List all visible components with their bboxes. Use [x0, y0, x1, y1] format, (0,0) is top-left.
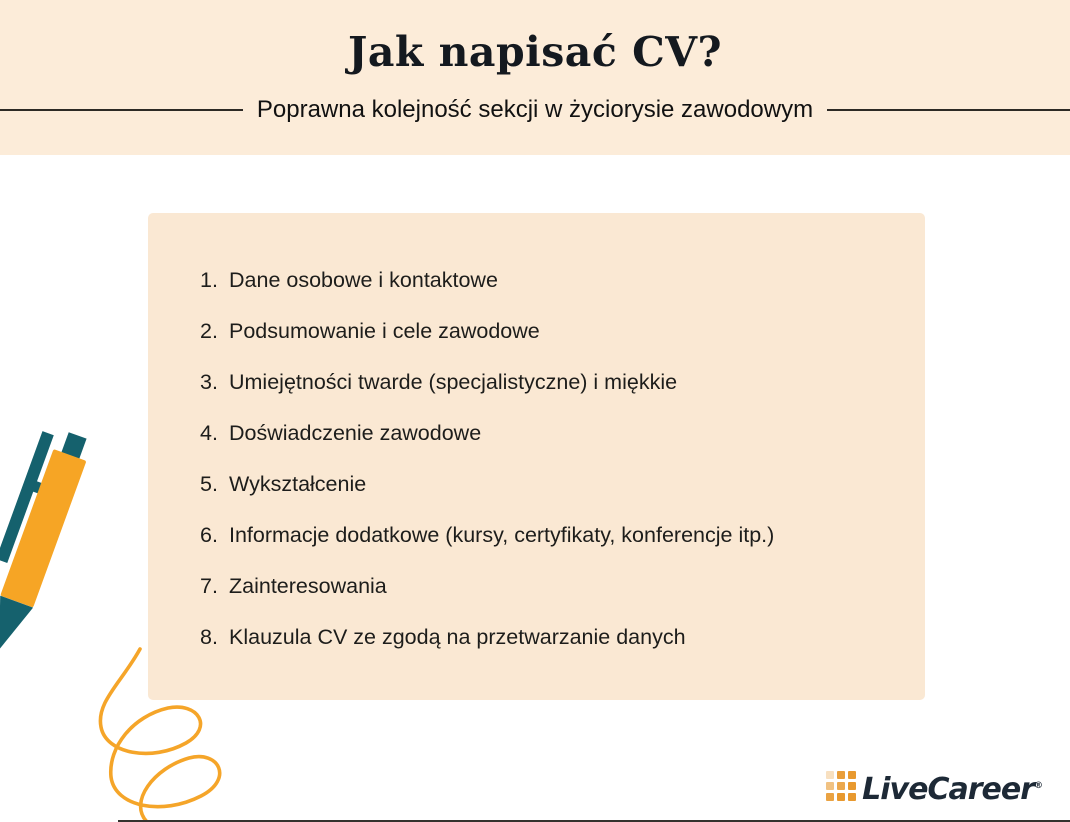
list-item-text: Informacje dodatkowe (kursy, certyfikaty, konferencje itp.) [229, 523, 775, 547]
pen-illustration [0, 420, 260, 822]
subtitle-divider-right [827, 109, 1070, 111]
list-item-number: 1. [200, 268, 218, 292]
scribble-line [100, 649, 219, 822]
subtitle-divider-left [0, 109, 243, 111]
list-item-text: Klauzula CV ze zgodą na przetwarzanie danych [229, 625, 686, 649]
list-item-text: Doświadczenie zawodowe [229, 421, 482, 445]
list-item-text: Umiejętności twarde (specjalistyczne) i miękkie [229, 370, 678, 394]
list-item-number: 4. [200, 421, 218, 445]
logo-wordmark: LiveCareer [862, 772, 1034, 807]
list-item-number: 5. [200, 472, 218, 496]
list-item-number: 6. [200, 523, 218, 547]
page-subtitle: Poprawna kolejność sekcji w życiorysie zawodowym [256, 96, 814, 123]
list-item-text: Dane osobowe i kontaktowe [229, 268, 498, 292]
list-item [200, 612, 895, 663]
list-item [200, 510, 895, 561]
livecareer-logo-text [862, 772, 1043, 807]
livecareer-logo [826, 771, 1043, 805]
list-item [200, 459, 895, 510]
list-item [200, 561, 895, 612]
subtitle-row [0, 96, 1070, 124]
list-item [200, 255, 895, 306]
list-item-text: Zainteresowania [229, 574, 387, 598]
page-title: Jak napisać CV? [347, 28, 723, 76]
list-item-text: Wykształcenie [229, 472, 367, 496]
list-item-number: 3. [200, 370, 218, 394]
pen-icon [0, 424, 94, 656]
list-item [200, 408, 895, 459]
list-item-number: 8. [200, 625, 218, 649]
list-item [200, 357, 895, 408]
list-item-number: 7. [200, 574, 218, 598]
list-item [200, 306, 895, 357]
list-item-number: 2. [200, 319, 218, 343]
list-item-text: Podsumowanie i cele zawodowe [229, 319, 540, 343]
registered-mark: ® [1034, 781, 1043, 791]
cv-sections-panel [148, 213, 925, 700]
livecareer-logo-icon [826, 771, 857, 801]
header [0, 0, 1070, 155]
